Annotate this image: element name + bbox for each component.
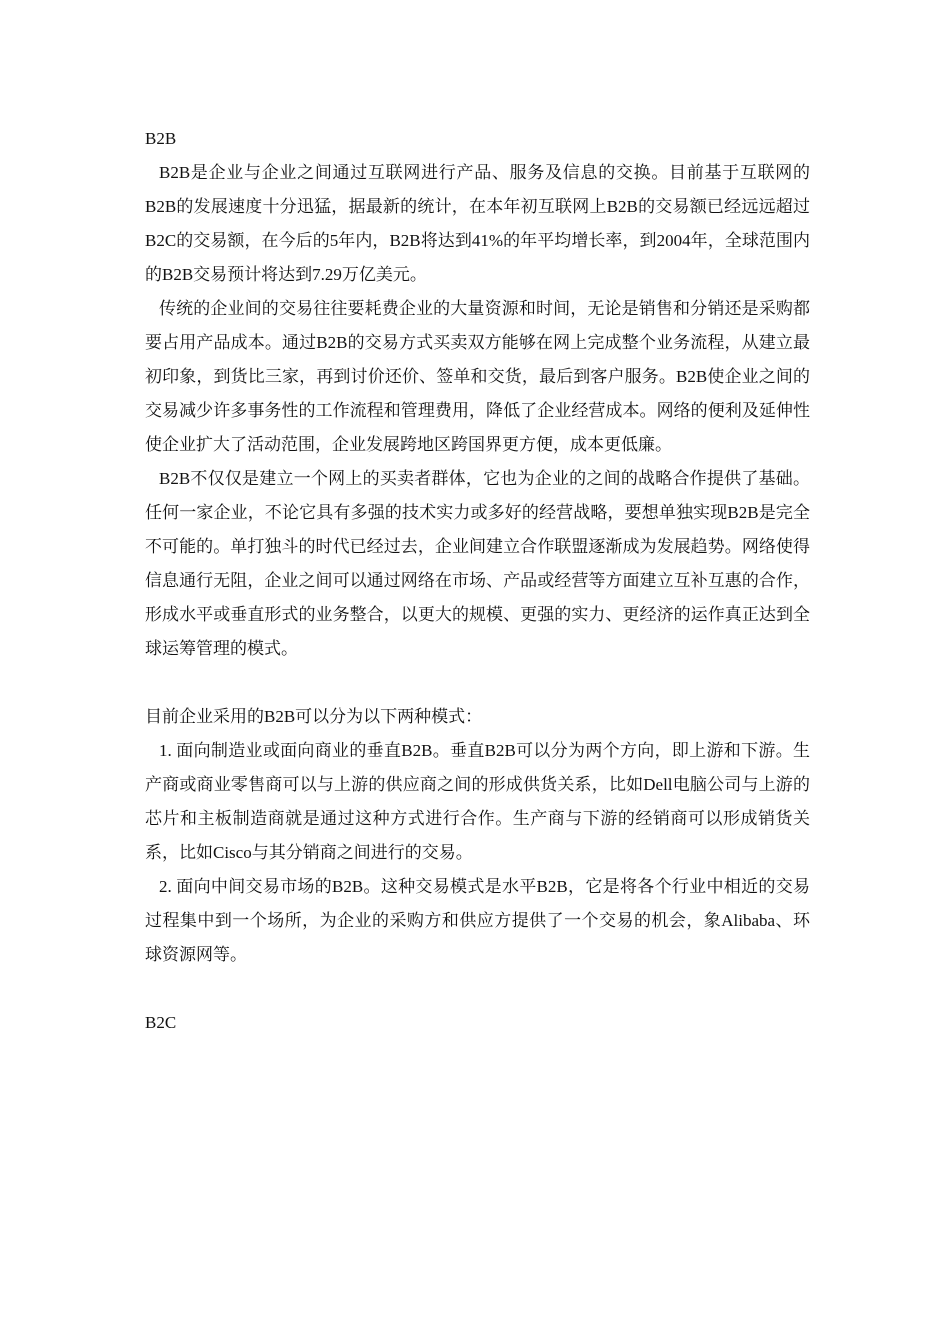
modes-intro: 目前企业采用的B2B可以分为以下两种模式：	[145, 707, 483, 726]
mode-item-horizontal: 2. 面向中间交易市场的B2B。这种交易模式是水平B2B，它是将各个行业中相近的交易过程集中到一个场所，为企业的采购方和供应方提供了一个交易的机会，象Alibaba、环球资源网等。	[145, 877, 810, 964]
spacer	[145, 972, 810, 1006]
b2b-definition-paragraph: B2B是企业与企业之间通过互联网进行产品、服务及信息的交换。目前基于互联网的B2B的发展速度十分迅猛，据最新的统计，在本年初互联网上B2B的交易额已经远远超过B2C的交易额，在今后的5年内，B2B将达到41%的年平均增长率，到2004年，全球范围内的B2B交易预计将达到7.29万亿美元。	[145, 163, 810, 284]
b2b-cooperation-paragraph: B2B不仅仅是建立一个网上的买卖者群体，它也为企业的之间的战略合作提供了基础。任何一家企业，不论它具有多强的技术实力或多好的经营战略，要想单独实现B2B是完全不可能的。单打独斗的时代已经过去，企业间建立合作联盟逐渐成为发展趋势。网络使得信息通行无阻，企业之间可以通过网络在市场、产品或经营等方面建立互补互惠的合作，形成水平或垂直形式的业务整合，以更大的规模、更强的实力、更经济的运作真正达到全球运筹管理的模式。	[145, 469, 810, 658]
document-page	[145, 122, 810, 1040]
spacer	[145, 666, 810, 700]
b2b-traditional-trade-paragraph: 传统的企业间的交易往往要耗费企业的大量资源和时间，无论是销售和分销还是采购都要占用产品成本。通过B2B的交易方式买卖双方能够在网上完成整个业务流程，从建立最初印象，到货比三家，再到讨价还价、签单和交货，最后到客户服务。B2B使企业之间的交易减少许多事务性的工作流程和管理费用，降低了企业经营成本。网络的便利及延伸性使企业扩大了活动范围，企业发展跨地区跨国界更方便，成本更低廉。	[145, 299, 810, 454]
section-heading-b2c: B2C	[145, 1013, 177, 1032]
mode-item-vertical: 1. 面向制造业或面向商业的垂直B2B。垂直B2B可以分为两个方向，即上游和下游。生产商或商业零售商可以与上游的供应商之间的形成供货关系，比如Dell电脑公司与上游的芯片和主板制造商就是通过这种方式进行合作。生产商与下游的经销商可以形成销货关系，比如Cisco与其分销商之间进行的交易。	[145, 741, 810, 862]
section-heading-b2b: B2B	[145, 129, 177, 148]
